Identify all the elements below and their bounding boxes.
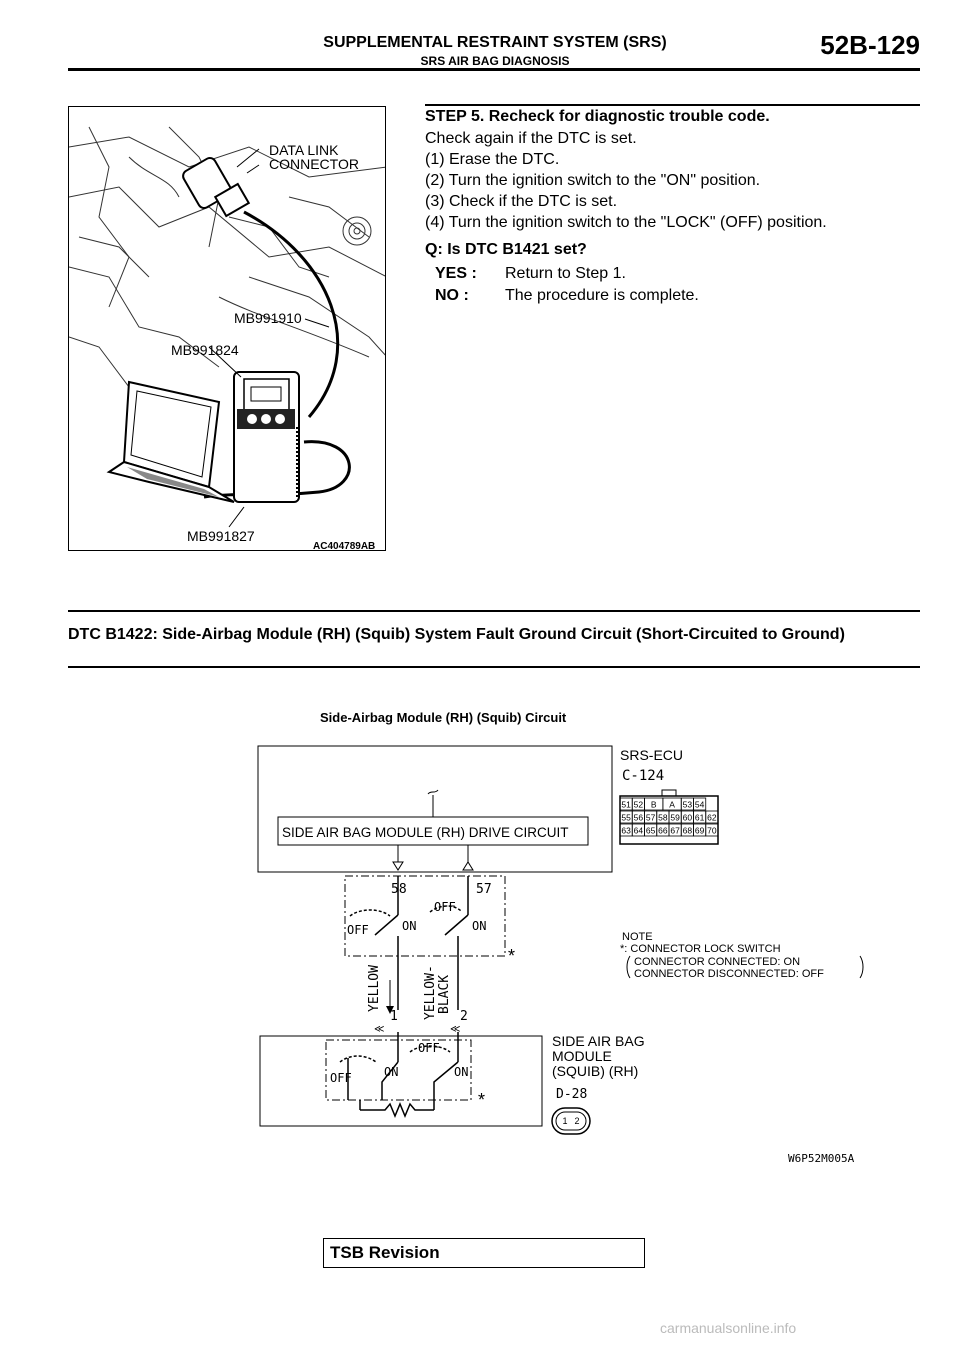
note-bracket-right bbox=[860, 956, 863, 978]
figure2-code: W6P52M005A bbox=[788, 1152, 855, 1165]
c124-cavity-label: 53 bbox=[682, 799, 693, 810]
dlc-plug bbox=[181, 156, 249, 216]
label-mb991910: MB991910 bbox=[234, 310, 302, 326]
note-bracket-left bbox=[627, 956, 630, 978]
module-switches bbox=[340, 1032, 458, 1116]
label-dlc-2: CONNECTOR bbox=[269, 156, 359, 172]
step5-item-2: (2) Turn the ignition switch to the "ON" position. bbox=[425, 172, 761, 189]
mut-unit bbox=[234, 372, 299, 502]
module-label-2: MODULE bbox=[552, 1048, 612, 1064]
yes-text: Return to Step 1. bbox=[505, 265, 626, 282]
ecu-on-right: ON bbox=[472, 919, 487, 933]
c124-cavity-label: 59 bbox=[670, 812, 680, 823]
dtc-heading: DTC B1422: Side-Airbag Module (RH) (Squib) System Fault Ground Circuit (Short-Circuited to Ground) bbox=[68, 626, 845, 643]
wire-yellow-black-label-2: BLACK bbox=[437, 974, 452, 1014]
c124-cavity-label: 66 bbox=[658, 825, 668, 836]
step5-title: STEP 5. Recheck for diagnostic trouble code. bbox=[425, 108, 770, 125]
c124-cavity-label: 68 bbox=[682, 825, 693, 836]
note-line-1: *: CONNECTOR LOCK SWITCH bbox=[620, 943, 781, 955]
note-line-2: CONNECTOR CONNECTED: ON bbox=[634, 956, 801, 968]
circuit-diagram bbox=[250, 690, 900, 1180]
drive-circuit-label: SIDE AIR BAG MODULE (RH) DRIVE CIRCUIT bbox=[282, 825, 569, 840]
c124-cavity-label: 55 bbox=[621, 812, 631, 823]
connector-mark-2: ≪ bbox=[450, 1024, 461, 1035]
label-dlc-1: DATA LINK bbox=[269, 142, 339, 158]
ecu-star: * bbox=[508, 946, 516, 966]
pin2-label: 2 bbox=[460, 1009, 468, 1024]
c124-label: C-124 bbox=[622, 768, 665, 784]
wire-yellow-black-label-1: YELLOW- bbox=[423, 965, 438, 1020]
yes-label: YES : bbox=[435, 265, 477, 282]
header-title: SUPPLEMENTAL RESTRAINT SYSTEM (SRS) bbox=[323, 34, 667, 51]
wire-yellow-label: YELLOW bbox=[367, 965, 382, 1012]
page-number: 52B-129 bbox=[820, 30, 920, 60]
laptop bbox=[109, 382, 234, 502]
c124-cavity-label: 58 bbox=[658, 812, 668, 823]
d28-label: D-28 bbox=[556, 1087, 588, 1102]
tsb-revision-box: TSB Revision bbox=[323, 1238, 645, 1268]
footer-watermark: carmanualsonline.info bbox=[660, 1320, 797, 1336]
ecu-on-left: ON bbox=[402, 919, 417, 933]
no-label: NO : bbox=[435, 287, 469, 304]
figure1-code: AC404789AB bbox=[313, 541, 376, 551]
ecu-off-right: OFF bbox=[434, 900, 456, 914]
c124-cavity-label: B bbox=[650, 799, 657, 810]
dtc-rule-top bbox=[68, 610, 920, 612]
step5-intro: Check again if the DTC is set. bbox=[425, 130, 637, 147]
c124-cavity-label: A bbox=[669, 799, 675, 810]
module-on-left: ON bbox=[384, 1065, 399, 1079]
c124-cavity-label: 56 bbox=[633, 812, 644, 823]
c124-cavity-label: 51 bbox=[621, 799, 631, 810]
c124-row-3 bbox=[620, 824, 718, 836]
no-text: The procedure is complete. bbox=[505, 287, 699, 304]
circuit-title: Side-Airbag Module (RH) (Squib) Circuit bbox=[320, 710, 567, 725]
ground-symbol bbox=[428, 790, 438, 817]
d28-connector bbox=[552, 1108, 590, 1134]
srs-ecu-box bbox=[258, 746, 612, 872]
step5-yes bbox=[435, 265, 626, 283]
circuit-diagram-svg bbox=[250, 690, 900, 1180]
module-label-1: SIDE AIR BAG bbox=[552, 1033, 645, 1049]
c124-cavity-label: 64 bbox=[633, 825, 644, 836]
c124-cavity-label: 60 bbox=[682, 812, 693, 823]
step5-item-1: (1) Erase the DTC. bbox=[425, 151, 560, 168]
module-box bbox=[260, 1036, 542, 1126]
d28-pin-1: 1 bbox=[562, 1116, 568, 1126]
module-off-right: OFF bbox=[418, 1041, 440, 1055]
label-mb991827: MB991827 bbox=[187, 528, 255, 544]
module-off-left: OFF bbox=[330, 1071, 352, 1085]
step5-question: Q: Is DTC B1421 set? bbox=[425, 241, 587, 258]
c124-cavity-label: 57 bbox=[645, 812, 656, 823]
module-label-3: (SQUIB) (RH) bbox=[552, 1063, 639, 1079]
module-on-right: ON bbox=[454, 1065, 469, 1079]
pin58-arrow bbox=[393, 862, 403, 870]
c124-row-1 bbox=[620, 798, 706, 810]
pin57-label: 57 bbox=[476, 882, 492, 897]
pin58-label: 58 bbox=[391, 882, 407, 897]
d28-pin-2: 2 bbox=[574, 1116, 580, 1126]
c124-cavity-label: 52 bbox=[633, 799, 644, 810]
c124-row-2 bbox=[620, 811, 718, 823]
pin1-label: 1 bbox=[390, 1009, 398, 1024]
step5-item-4: (4) Turn the ignition switch to the "LOCK" (OFF) position. bbox=[425, 214, 827, 231]
c124-cavity-label: 63 bbox=[621, 825, 631, 836]
c124-connector bbox=[620, 790, 718, 844]
note-title: NOTE bbox=[622, 931, 653, 943]
c124-cavity-label: 54 bbox=[694, 799, 705, 810]
step5-no bbox=[435, 287, 699, 305]
ecu-off-left: OFF bbox=[347, 923, 369, 937]
pin57-arrow bbox=[463, 862, 473, 870]
header-subtitle: SRS AIR BAG DIAGNOSIS bbox=[420, 54, 570, 68]
module-star: * bbox=[478, 1090, 486, 1110]
c124-cavity-label: 65 bbox=[645, 825, 656, 836]
connector-mark-1: ≪ bbox=[374, 1024, 385, 1035]
step-rule bbox=[425, 104, 920, 106]
c124-cavity-label: 69 bbox=[694, 825, 705, 836]
connection-illustration bbox=[68, 106, 386, 551]
label-mb991824: MB991824 bbox=[171, 342, 239, 358]
c124-cavity-label: 70 bbox=[707, 825, 717, 836]
c124-cavity-label: 67 bbox=[670, 825, 680, 836]
c124-cavity-label: 62 bbox=[707, 812, 717, 823]
header-rule bbox=[68, 68, 920, 71]
dtc-rule-bottom bbox=[68, 666, 920, 668]
srs-ecu-label: SRS-ECU bbox=[620, 747, 684, 763]
step5-item-3: (3) Check if the DTC is set. bbox=[425, 193, 618, 210]
c124-cavity-label: 61 bbox=[694, 812, 705, 823]
note-line-3: CONNECTOR DISCONNECTED: OFF bbox=[634, 968, 824, 980]
connection-illustration-svg bbox=[69, 107, 386, 551]
